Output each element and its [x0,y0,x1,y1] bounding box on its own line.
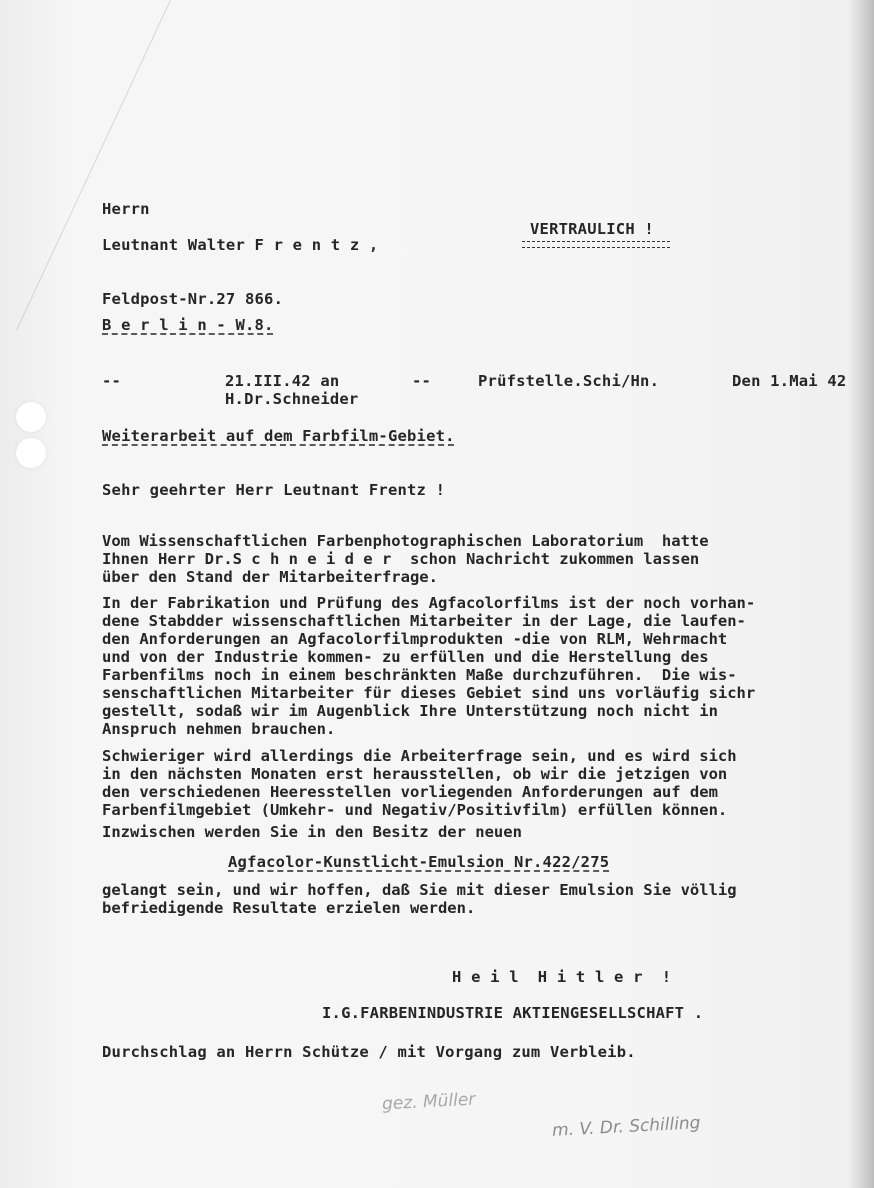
body-line: befriedigende Resultate erzielen werden. [102,899,476,917]
body-line: In der Fabrikation und Prüfung des Agfacolorfilms ist der noch vorhan- [102,594,756,612]
greeting: Sehr geehrter Herr Leutnant Frentz ! [102,481,446,499]
confidential-double-underline [522,241,670,248]
recipient-name: Leutnant Walter F r e n t z , [102,236,379,254]
signature-stamp-deputy: m. V. Dr. Schilling [551,1113,701,1141]
body-line: und von der Industrie kommen- zu erfüllen und die Herstellung des [102,648,709,666]
body-line: senschaftlichen Mitarbeiter für dieses Gebiet sind uns vorläufig sichr [102,684,756,702]
body-line: Farbenfilms noch in einem beschränkten Maße durchzuführen. Die wis- [102,666,737,684]
confidential-mark: VERTRAULICH ! [530,220,654,238]
recipient-title: Herrn [102,200,150,218]
body-line: dene Stabdder wissenschaftlichen Mitarbeiter in der Lage, die laufen- [102,612,746,630]
reference-letter-recipient: H.Dr.Schneider [225,390,359,408]
body-line: Anspruch nehmen brauchen. [102,720,336,738]
reference-dash: -- [102,372,122,390]
body-line: den Anforderungen an Agfacolorfilmprodukten -die von RLM, Wehrmacht [102,630,728,648]
body-line: den verschiedenen Heeresstellen vorliegenden Anforderungen auf dem [102,783,718,801]
punch-hole [16,402,46,432]
body-line: Ihnen Herr Dr.S c h n e i d e r schon Nachricht zukommen lassen [102,550,700,568]
body-line: gelangt sein, und wir hoffen, daß Sie mit dieser Emulsion Sie völlig [102,881,737,899]
copy-note: Durchschlag an Herrn Schütze / mit Vorgang zum Verbleib. [102,1043,636,1061]
body-line: Schwieriger wird allerdings die Arbeiterfrage sein, und es wird sich [102,747,737,765]
letter-date: Den 1.Mai 42 [732,372,847,390]
company-name: I.G.FARBENINDUSTRIE AKTIENGESELLSCHAFT . [322,1004,704,1022]
reference-dash: -- [412,372,432,390]
subject-line: Weiterarbeit auf dem Farbfilm-Gebiet. [102,427,455,445]
body-line: gestellt, sodaß wir im Augenblick Ihre Unterstützung noch nicht in [102,702,718,720]
body-line: über den Stand der Mitarbeiterfrage. [102,568,438,586]
page-edge-shadow [848,0,874,1188]
recipient-feldpost: Feldpost-Nr.27 866. [102,290,284,308]
sign-off: H e i l H i t l e r ! [452,968,672,986]
signature-stamp-signed: gez. Müller [381,1089,476,1115]
body-line: in den nächsten Monaten erst herausstellen, ob wir die jetzigen von [102,765,728,783]
punch-hole [16,438,46,468]
body-line: Vom Wissenschaftlichen Farbenphotographischen Laboratorium hatte [102,532,709,550]
body-line: Inzwischen werden Sie in den Besitz der neuen [102,823,522,841]
emulsion-name: Agfacolor-Kunstlicht-Emulsion Nr.422/275 [228,853,610,871]
reference-office: Prüfstelle.Schi/Hn. [478,372,660,390]
reference-letter-date: 21.III.42 an [225,372,340,390]
body-line: Farbenfilmgebiet (Umkehr- und Negativ/Positivfilm) erfüllen können. [102,801,728,819]
recipient-city: B e r l i n - W.8. [102,316,274,334]
paper-fold [0,0,171,330]
